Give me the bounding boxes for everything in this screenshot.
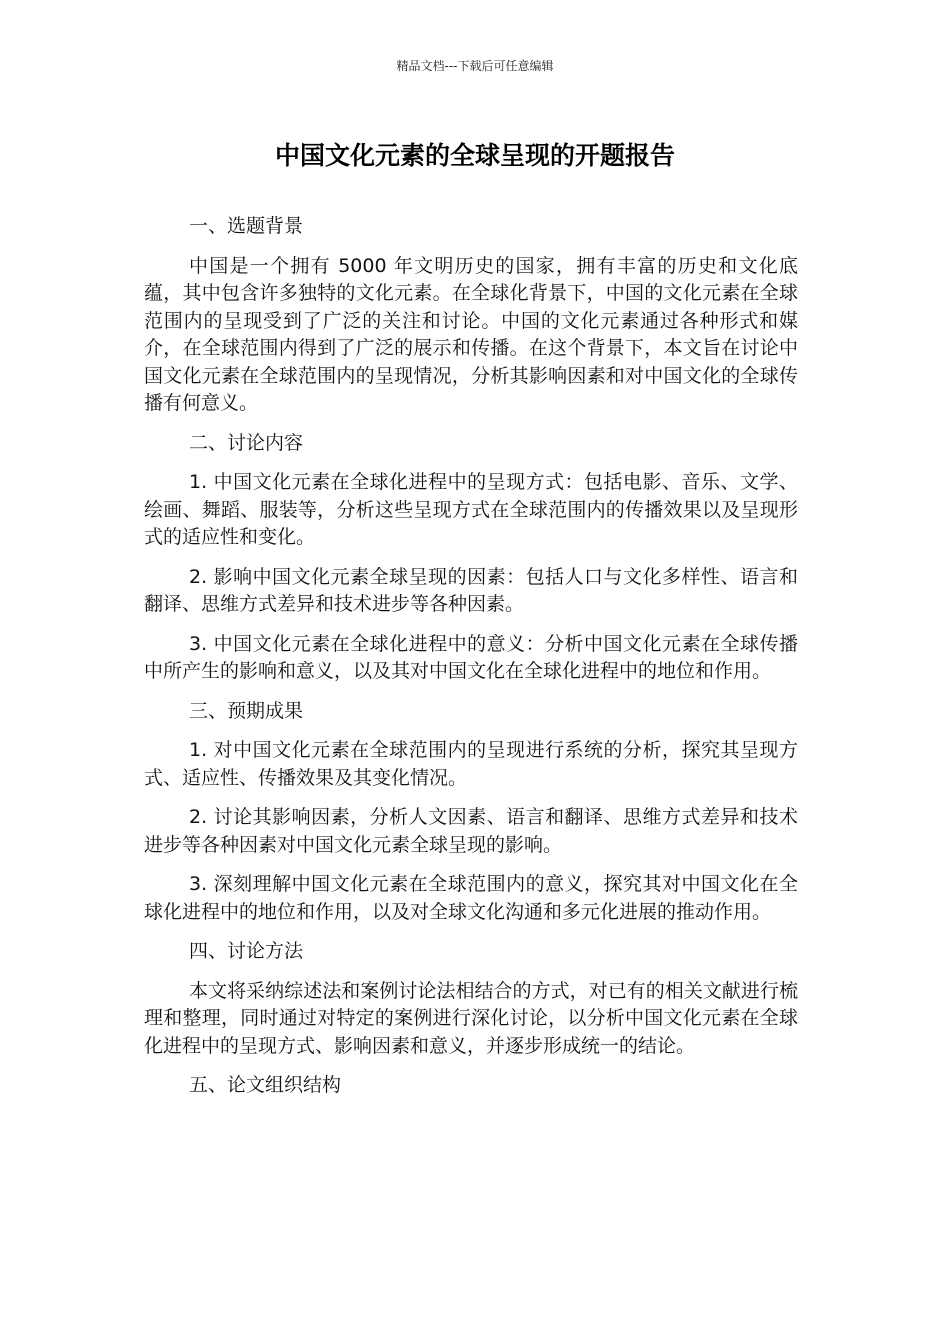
section-heading-discussion-content: 二、讨论内容	[189, 431, 304, 454]
paragraph-methods: 本文将采纳综述法和案例讨论法相结合的方式，对已有的相关文献进行梳理和整理，同时通过对特定的案例进行深化讨论，以分析中国文化元素在全球化进程中的呈现方式、影响因素和意义，并逐步形成统一的结论。	[144, 979, 798, 1057]
section-heading-background: 一、选题背景	[189, 215, 304, 237]
paragraph-results-item-3: 3. 深刻理解中国文化元素在全球范围内的意义，探究其对中国文化在全球化进程中的地位和作用，以及对全球文化沟通和多元化进展的推动作用。	[144, 873, 798, 923]
section-heading-structure: 五、论文组织结构	[189, 1074, 342, 1096]
document-body	[144, 213, 798, 1112]
paragraph-content-item-3: 3. 中国文化元素在全球化进程中的意义：分析中国文化元素在全球传播中所产生的影响和意义，以及其对中国文化在全球化进程中的地位和作用。	[144, 632, 798, 682]
section-heading-methods: 四、讨论方法	[189, 940, 304, 962]
section-heading-expected-results: 三、预期成果	[189, 699, 304, 722]
paragraph-results-item-1: 1. 对中国文化元素在全球范围内的呈现进行系统的分析，探究其呈现方式、适应性、传播效果及其变化情况。	[144, 739, 798, 789]
paragraph-content-item-1: 1. 中国文化元素在全球化进程中的呈现方式：包括电影、音乐、文学、绘画、舞蹈、服装等，分析这些呈现方式在全球范围内的传播效果以及呈现形式的适应性和变化。	[144, 471, 798, 548]
document-title: 中国文化元素的全球呈现的开题报告	[274, 141, 675, 170]
paragraph-content-item-2: 2. 影响中国文化元素全球呈现的因素：包括人口与文化多样性、语言和翻译、思维方式差异和技术进步等各种因素。	[144, 565, 798, 615]
paragraph-results-item-2: 2. 讨论其影响因素，分析人文因素、语言和翻译、思维方式差异和技术进步等各种因素对中国文化元素全球呈现的影响。	[144, 806, 798, 856]
paragraph-background: 中国是一个拥有 5000 年文明历史的国家，拥有丰富的历史和文化底蕴，其中包含许多独特的文化元素。在全球化背景下，中国的文化元素在全球范围内的呈现受到了广泛的关注和讨论。中国的文化元素通过各种形式和媒介，在全球范围内得到了广泛的展示和传播。在这个背景下，本文旨在讨论中国文化元素在全球范围内的呈现情况，分析其影响因素和对中国文化的全球传播有何意义。	[144, 254, 798, 414]
page-header: 精品文档---下载后可任意编辑	[396, 59, 554, 73]
